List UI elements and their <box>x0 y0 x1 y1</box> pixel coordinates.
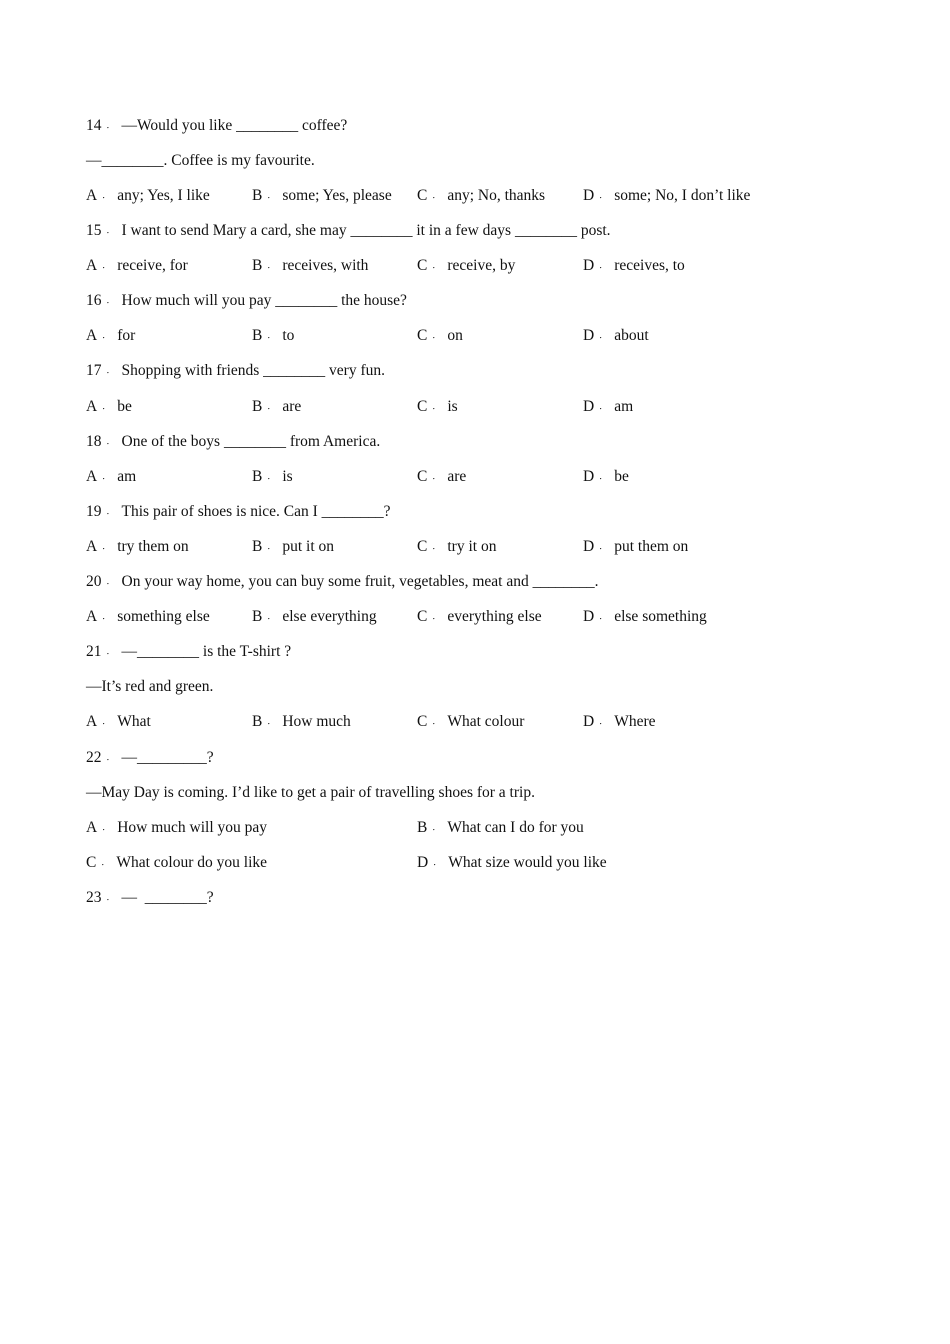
question-21-line-2: —It’s red and green. <box>86 678 214 695</box>
question-15: 15 ． I want to send Mary a card, she may ________ it in a few days ________ post. <box>86 222 611 239</box>
option-d[interactable]: D ． receives, to <box>583 257 685 274</box>
question-number: 22 <box>86 749 102 766</box>
question-20: 20 ． On your way home, you can buy some fruit, vegetables, meat and ________. <box>86 573 599 590</box>
question-text: — ________? <box>121 889 214 906</box>
option-a[interactable]: A ． What <box>86 713 151 730</box>
option-a[interactable]: A ． How much will you pay <box>86 819 268 836</box>
option-d[interactable]: D ． some; No, I don’t like <box>583 187 751 204</box>
question-text: One of the boys ________ from America. <box>121 433 381 450</box>
option-d[interactable]: D ． put them on <box>583 538 689 555</box>
option-b[interactable]: B ． else everything <box>252 608 377 625</box>
option-b[interactable]: B ． put it on <box>252 538 335 555</box>
option-d[interactable]: D ． be <box>583 468 629 485</box>
question-text: —_________? <box>121 749 214 766</box>
question-14: 14 ． —Would you like ________ coffee? <box>86 117 348 134</box>
option-d[interactable]: D ． What size would you like <box>417 854 607 871</box>
question-19: 19 ． This pair of shoes is nice. Can I ________? <box>86 503 391 520</box>
option-b[interactable]: B ． receives, with <box>252 257 369 274</box>
question-16: 16 ． How much will you pay ________ the house? <box>86 292 407 309</box>
option-c[interactable]: C ． receive, by <box>417 257 516 274</box>
question-number: 21 <box>86 643 102 660</box>
option-a[interactable]: A ． any; Yes, I like <box>86 187 210 204</box>
option-c[interactable]: C ． everything else <box>417 608 542 625</box>
option-b[interactable]: B ． some; Yes, please <box>252 187 392 204</box>
question-number: 18 <box>86 433 102 450</box>
option-c[interactable]: C ． any; No, thanks <box>417 187 546 204</box>
option-b[interactable]: B ． How much <box>252 713 351 730</box>
option-c[interactable]: C ． try it on <box>417 538 497 555</box>
question-number: 19 <box>86 503 102 520</box>
question-text: This pair of shoes is nice. Can I ________? <box>121 503 391 520</box>
option-a[interactable]: A ． try them on <box>86 538 189 555</box>
option-a[interactable]: A ． be <box>86 398 132 415</box>
question-17: 17 ． Shopping with friends ________ very fun. <box>86 362 385 379</box>
question-23: 23 ． — ________? <box>86 889 214 906</box>
option-d[interactable]: D ． am <box>583 398 634 415</box>
option-b[interactable]: B ． is <box>252 468 293 485</box>
option-b[interactable]: B ． are <box>252 398 302 415</box>
question-21: 21 ． —________ is the T-shirt ? <box>86 643 292 660</box>
option-a[interactable]: A ． something else <box>86 608 210 625</box>
question-text: How much will you pay ________ the house? <box>121 292 407 309</box>
question-text: I want to send Mary a card, she may ________ it in a few days ________ post. <box>121 222 611 239</box>
question-text: —________ is the T-shirt ? <box>121 643 292 660</box>
question-number: 16 <box>86 292 102 309</box>
option-c[interactable]: C ． What colour <box>417 713 525 730</box>
option-c[interactable]: C ． is <box>417 398 458 415</box>
option-c[interactable]: C ． What colour do you like <box>86 854 268 871</box>
option-a[interactable]: A ． am <box>86 468 137 485</box>
question-number: 15 <box>86 222 102 239</box>
question-22: 22 ． —_________? <box>86 749 214 766</box>
question-text: On your way home, you can buy some fruit, vegetables, meat and ________. <box>121 573 599 590</box>
option-d[interactable]: D ． Where <box>583 713 656 730</box>
question-14-line-2: —________. Coffee is my favourite. <box>86 152 315 169</box>
question-text: Shopping with friends ________ very fun. <box>121 362 385 379</box>
option-d[interactable]: D ． about <box>583 327 649 344</box>
question-18: 18 ． One of the boys ________ from America. <box>86 433 381 450</box>
question-number: 23 <box>86 889 102 906</box>
question-text: —Would you like ________ coffee? <box>121 117 348 134</box>
option-b[interactable]: B ． What can I do for you <box>417 819 584 836</box>
question-22-line-2: —May Day is coming. I’d like to get a pair of travelling shoes for a trip. <box>86 784 535 801</box>
question-number: 20 <box>86 573 102 590</box>
question-number: 17 <box>86 362 102 379</box>
option-a[interactable]: A ． for <box>86 327 136 344</box>
option-c[interactable]: C ． on <box>417 327 463 344</box>
question-number: 14 <box>86 117 102 134</box>
option-c[interactable]: C ． are <box>417 468 467 485</box>
option-b[interactable]: B ． to <box>252 327 295 344</box>
option-d[interactable]: D ． else something <box>583 608 707 625</box>
option-a[interactable]: A ． receive, for <box>86 257 188 274</box>
